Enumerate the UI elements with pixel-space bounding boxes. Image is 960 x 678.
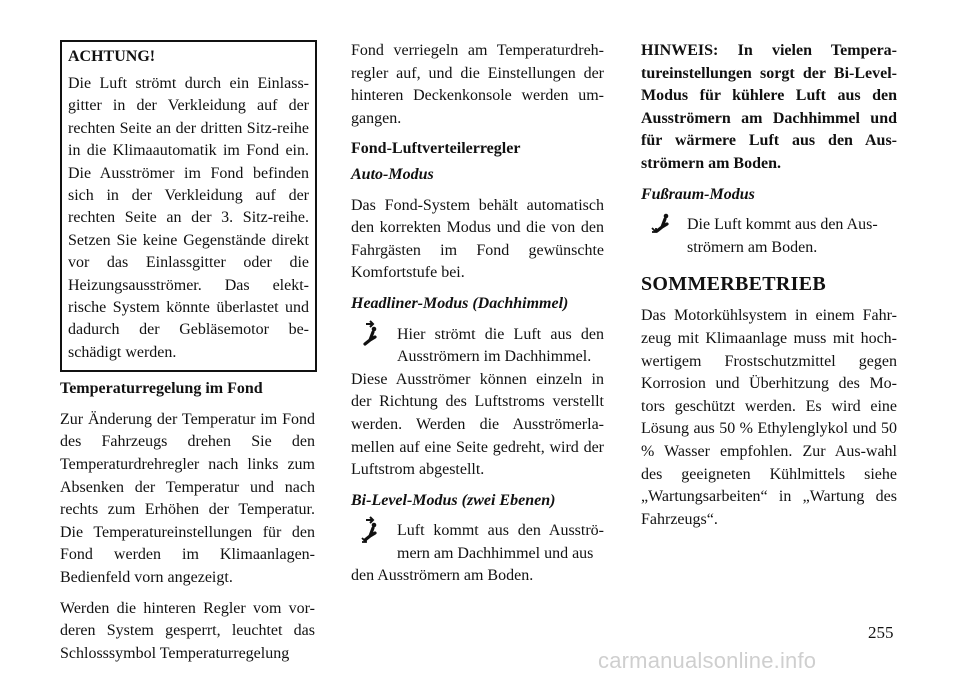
warning-title: ACHTUNG! <box>68 48 156 65</box>
headliner-mode-icon <box>357 320 385 348</box>
floor-mode-row <box>641 214 897 259</box>
headliner-mode-text: Diese Ausströmer können einzeln in der Richtung des Luftstroms verstellt werden. Werden die Ausströmerla-mellen auf eine Seite gedreht, wird der Luftstrom abgestellt. <box>351 370 604 479</box>
paragraph-rear-lock: Werden die hinteren Regler vom vor-deren System gesperrt, leuchtet das Schlosssymbol Temperaturregelung <box>60 599 315 662</box>
bilevel-mode-icon <box>357 516 385 544</box>
floor-mode-icon <box>647 210 675 238</box>
column-right <box>641 40 897 531</box>
warning-box <box>60 40 317 372</box>
paragraph-rear-temperature: Zur Änderung der Temperatur im Fond des Fahrzeugs drehen Sie den Temperaturdrehregler nach links zum Absenken der Temperatur und nach rechts zum Erhöhen der Temperatur. Die Temperatureinstellungen für den Fond werden im Klimaanlagen-Bedienfeld vorn angezeigt. <box>60 410 315 587</box>
column-middle <box>351 40 604 588</box>
watermark: carmanualsonline.info <box>598 648 817 673</box>
auto-mode-title: Auto-Modus <box>351 165 434 183</box>
bilevel-mode-text: den Ausströmern am Boden. <box>351 567 534 585</box>
headliner-mode-row <box>351 324 604 369</box>
heading-rear-temperature: Temperaturregelung im Fond <box>60 380 263 398</box>
page-number: 255 <box>868 623 894 642</box>
heading-air-distribution: Fond-Luftverteilerregler <box>351 140 521 158</box>
floor-mode-title: Fußraum-Modus <box>641 185 755 203</box>
headliner-mode-icon-text: Hier strömt die Luft aus den Ausströmern im Dachhimmel. <box>397 325 604 366</box>
floor-mode-icon-text: Die Luft kommt aus den Aus-strömern am Boden. <box>687 216 878 256</box>
section-text-summer: Das Motorkühlsystem in einem Fahr-zeug mit Klimaanlage muss mit hoch-wertigem Frostschutzmittel gegen Korrosion und Überhitzung des Mo-tors geschützt werden. Es wird eine Lösung aus 50 % Ethylenglykol und 50 % Wasser empfohlen. Zur Aus-wahl des geeigneten Kühlmittels siehe „Wartungsarbeiten“ in „Wartung des Fahrzeugs“. <box>641 307 897 528</box>
paragraph-lock-continued: Fond verriegeln am Temperaturdreh-regler auf, und die Einstellungen der hinteren Deckenkonsole werden um-gangen. <box>351 42 604 127</box>
headliner-mode-title: Headliner-Modus (Dachhimmel) <box>351 294 569 312</box>
bilevel-mode-title: Bi-Level-Modus (zwei Ebenen) <box>351 491 556 509</box>
auto-mode-text: Das Fond-System behält automatisch den korrekten Modus und die von den Fahrgästen im Fond gewünschte Komfortstufe bei. <box>351 196 604 282</box>
note-text: HINWEIS: In vielen Tempera-tureinstellungen sorgt der Bi-Level-Modus für kühlere Luft aus den Ausströmern am Dachhimmel und für wärmere Luft aus den Aus-strömern am Boden. <box>641 42 897 172</box>
warning-text: Die Luft strömt durch ein Einlass-gitter in der Verkleidung auf der rechten Seite an der dritten Sitz-reihe in die Klimaautomatik im Fond ein. Die Ausströmer im Fond befinden sich in der Verkleidung auf der rechten Seite an der 3. Sitz-reihe. Setzen Sie keine Gegenstände direkt vor das Einlassgitter oder die Heizungsausströmer. Das elekt-rische System könnte überlastet und dadurch der Gebläsemotor be-schädigt werden. <box>68 75 309 361</box>
column-left <box>60 40 315 665</box>
bilevel-mode-icon-text: Luft kommt aus den Ausströ-mern am Dachhimmel und aus <box>397 522 604 562</box>
bilevel-mode-row <box>351 520 604 565</box>
section-title-summer: SOMMERBETRIEB <box>641 273 827 296</box>
